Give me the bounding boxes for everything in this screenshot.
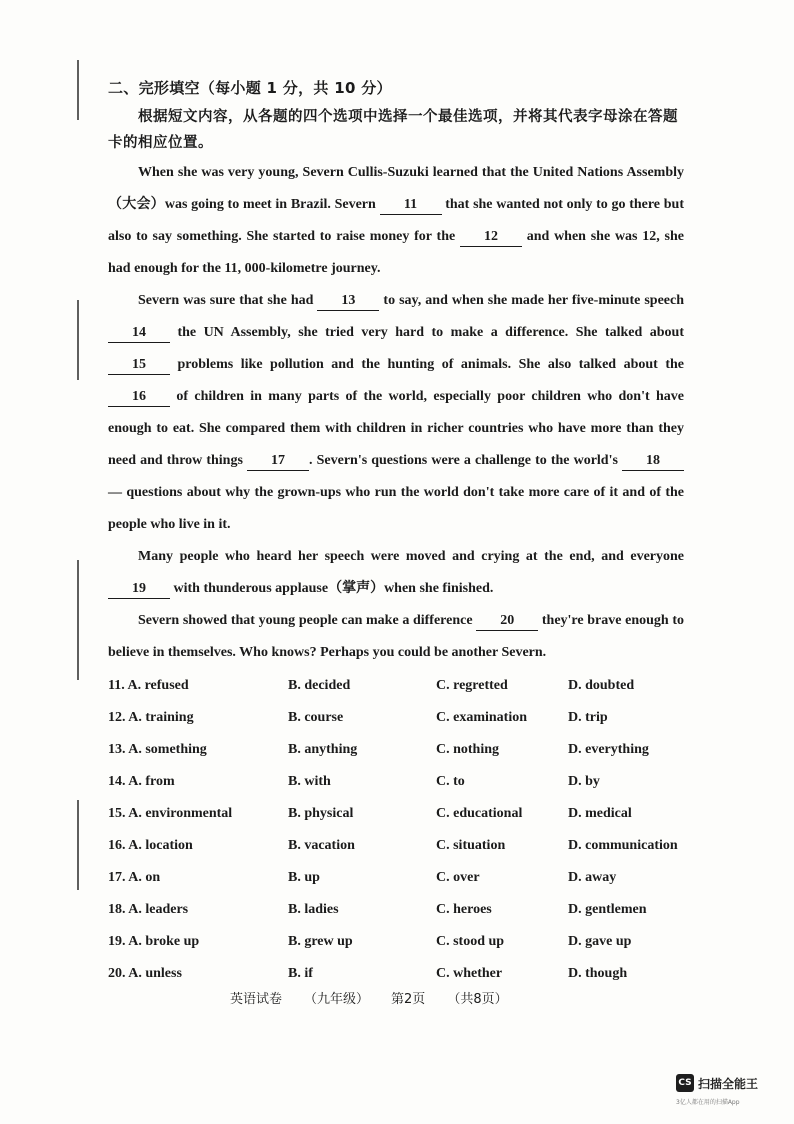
option-b: B. up <box>288 870 320 885</box>
option-d: D. everything <box>568 742 649 757</box>
option-b: B. decided <box>288 678 351 693</box>
page-footer <box>230 988 508 1007</box>
option-a: 12. A. training <box>108 710 194 725</box>
blank-20: 20 <box>476 612 538 631</box>
option-a: 11. A. refused <box>108 678 189 693</box>
option-row-11 <box>108 670 708 702</box>
option-row-12 <box>108 702 708 734</box>
option-c: C. examination <box>436 710 527 725</box>
option-d: D. doubted <box>568 678 635 693</box>
option-row-14 <box>108 766 708 798</box>
option-d: D. communication <box>568 838 678 853</box>
answer-options <box>108 670 708 990</box>
passage-text: . Severn's questions were a challenge to the world's <box>309 453 622 468</box>
binding-margin-line-middle <box>77 300 79 380</box>
option-a: 18. A. leaders <box>108 902 189 917</box>
option-a: 15. A. environmental <box>108 806 233 821</box>
blank-17: 17 <box>247 452 309 471</box>
option-d: D. though <box>568 966 628 981</box>
option-c: C. educational <box>436 806 523 821</box>
option-b: B. ladies <box>288 902 339 917</box>
passage-text: of children in many parts of the world, especially poor children who don't have enough to eat. She compared them with children in richer countries who have more than they need and throw things <box>108 389 684 468</box>
option-a: 19. A. broke up <box>108 934 200 949</box>
option-b: B. course <box>288 710 344 725</box>
passage-text: Severn showed that young people can make a difference <box>138 613 477 628</box>
option-d: D. away <box>568 870 617 885</box>
option-b: B. physical <box>288 806 354 821</box>
passage-text: that she wanted not only to go there but also to say something. She started to raise money for the <box>108 197 684 244</box>
passage-paragraph-1 <box>108 157 684 285</box>
option-c: C. heroes <box>436 902 492 917</box>
option-c: C. situation <box>436 838 506 853</box>
footer-grade: （九年级） <box>304 992 370 1007</box>
option-row-19 <box>108 926 708 958</box>
binding-margin-line-top <box>77 60 79 120</box>
passage-text: with thunderous applause（掌声）when she finished. <box>170 581 494 596</box>
passage-text: When she was very young, Severn Cullis-Suzuki learned that the United Nations Assembly（大会）was going to meet in Brazil. Severn <box>108 165 684 212</box>
option-d: D. gave up <box>568 934 632 949</box>
passage-paragraph-4 <box>108 605 684 669</box>
blank-14: 14 <box>108 324 170 343</box>
option-b: B. with <box>288 774 331 789</box>
option-b: B. grew up <box>288 934 353 949</box>
footer-page-number: 第2页 <box>391 992 426 1007</box>
option-d: D. trip <box>568 710 608 725</box>
blank-11: 11 <box>380 196 442 215</box>
blank-19: 19 <box>108 580 170 599</box>
option-row-15 <box>108 798 708 830</box>
option-c: C. regretted <box>436 678 508 693</box>
option-row-13 <box>108 734 708 766</box>
cloze-passage <box>108 157 684 669</box>
option-d: D. by <box>568 774 600 789</box>
section-title: 二、完形填空（每小题 1 分，共 10 分） <box>108 79 392 97</box>
blank-12: 12 <box>460 228 522 247</box>
option-row-18 <box>108 894 708 926</box>
blank-13: 13 <box>317 292 379 311</box>
option-c: C. over <box>436 870 480 885</box>
option-c: C. whether <box>436 966 503 981</box>
binding-margin-line-lower <box>77 560 79 680</box>
option-a: 14. A. from <box>108 774 175 789</box>
passage-text: Severn was sure that she had <box>138 293 318 308</box>
passage-text: Many people who heard her speech were moved and crying at the end, and everyone <box>138 549 684 564</box>
passage-text: the UN Assembly, she tried very hard to make a difference. She talked about <box>170 325 684 340</box>
option-row-16 <box>108 830 708 862</box>
passage-paragraph-2 <box>108 285 684 541</box>
option-d: D. gentlemen <box>568 902 647 917</box>
option-b: B. anything <box>288 742 358 757</box>
passage-text: problems like pollution and the hunting of animals. She also talked about the <box>170 357 684 372</box>
blank-15: 15 <box>108 356 170 375</box>
option-a: 16. A. location <box>108 838 193 853</box>
option-c: C. nothing <box>436 742 500 757</box>
passage-text: they're brave enough to believe in themselves. Who knows? Perhaps you could be another Severn. <box>108 613 684 660</box>
section-instruction: 根据短文内容，从各题的四个选项中选择一个最佳选项，并将其代表字母涂在答题卡的相应位置。 <box>108 109 678 151</box>
scanner-watermark <box>676 1074 758 1092</box>
option-row-17 <box>108 862 708 894</box>
option-row-20 <box>108 958 708 990</box>
passage-paragraph-3 <box>108 541 684 605</box>
blank-16: 16 <box>108 388 170 407</box>
option-a: 17. A. on <box>108 870 161 885</box>
option-b: B. if <box>288 966 313 981</box>
blank-18: 18 <box>622 452 684 471</box>
footer-subject: 英语试卷 <box>230 992 283 1007</box>
option-a: 13. A. something <box>108 742 207 757</box>
option-a: 20. A. unless <box>108 966 182 981</box>
option-c: C. to <box>436 774 465 789</box>
camscanner-logo-icon: CS <box>676 1074 694 1092</box>
watermark-tagline: 3亿人都在用的扫描App <box>676 1099 740 1106</box>
option-d: D. medical <box>568 806 632 821</box>
binding-margin-line-bottom <box>77 800 79 890</box>
watermark-app-name: 扫描全能王 <box>698 1076 759 1091</box>
option-c: C. stood up <box>436 934 505 949</box>
passage-text: to say, and when she made her five-minute speech <box>379 293 685 308</box>
passage-text: — questions about why the grown-ups who run the world don't take more care of it and of the people who live in it. <box>108 485 684 532</box>
option-b: B. vacation <box>288 838 355 853</box>
footer-total-pages: （共8页） <box>447 992 508 1007</box>
passage-text: and when she was 12, she had enough for the 11, 000-kilometre journey. <box>108 229 684 276</box>
